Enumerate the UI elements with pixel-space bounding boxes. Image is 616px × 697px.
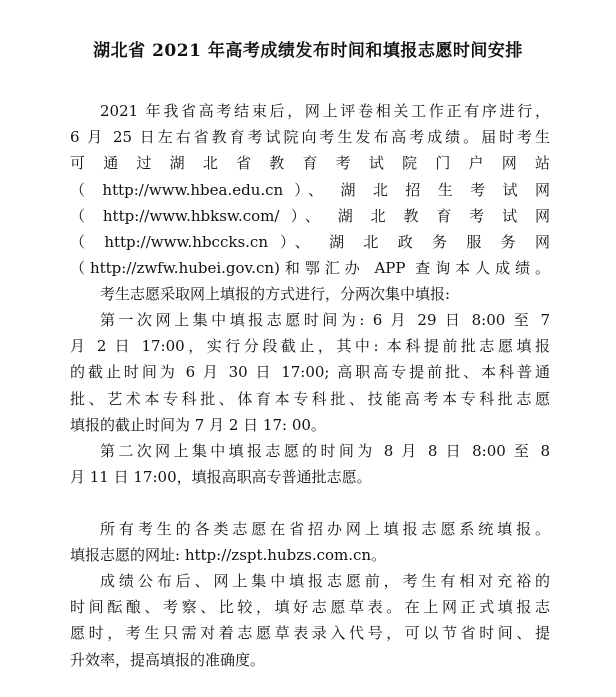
text-line: （http://zwfw.hubei.gov.cn)和鄂汇办 APP 查询本人成绩。 (70, 259, 550, 278)
text-line: 时间酝酿、考察、比较，填好志愿草表。在上网正式填报志 (70, 598, 550, 617)
text-line: 第一次网上集中填报志愿时间为: 6 月 29 日 8:00 至 7 (100, 311, 550, 329)
document-title: 湖北省 2021 年高考成绩发布时间和填报志愿时间安排 (93, 41, 523, 61)
paragraph-score-release (70, 98, 550, 281)
text-line: 可 通 过 湖 北 省 教 育 考 试 院 门 户 网 站 (70, 154, 550, 173)
text-line: 批、艺术本专科批、体育本专科批、技能高考本专科批志愿 (70, 389, 550, 408)
paragraph-first-round (70, 307, 550, 438)
text-line: 6 月 25 日左右省教育考试院向考生发布高考成绩。届时考生 (70, 128, 550, 147)
paragraph-application-method (70, 281, 550, 307)
text-line: 填报志愿的网址: http://zspt.hubzs.com.cn。 (70, 546, 387, 565)
text-line: （ http://www.hbccks.cn ）、 湖 北 政 务 服 务 网 (70, 233, 550, 252)
text-line: （ http://www.hbea.edu.cn ）、 湖 北 招 生 考 试 网 (70, 180, 550, 199)
text-line: 第二次网上集中填报志愿的时间为 8 月 8 日 8:00 至 8 (100, 442, 550, 460)
paragraph-second-round (70, 438, 550, 490)
text-line: 月 11 日 17:00，填报高职高专普通批志愿。 (70, 468, 372, 487)
text-line: 所有考生的各类志愿在省招办网上填报志愿系统填报。 (100, 520, 550, 538)
text-line: （ http://www.hbksw.com/ ）、 湖 北 教 育 考 试 网 (70, 206, 550, 225)
text-line: 的截止时间为 6 月 30 日 17:00; 高职高专提前批、本科普通 (70, 363, 550, 382)
paragraph-draft-advice (70, 568, 550, 673)
text-line: 愿时，考生只需对着志愿草表录入代号，可以节省时间、提 (70, 624, 550, 643)
text-line: 填报的截止时间为 7 月 2 日 17: 00。 (70, 415, 326, 434)
text-line: 考生志愿采取网上填报的方式进行，分两次集中填报: (100, 285, 451, 303)
text-line: 成绩公布后、网上集中填报志愿前，考生有相对充裕的 (100, 572, 550, 590)
text-line: 升效率，提高填报的准确度。 (70, 650, 266, 669)
text-line: 2021 年我省高考结束后，网上评卷相关工作正有序进行， (100, 102, 550, 120)
text-line: 月 2 日 17:00，实行分段截止，其中: 本科提前批志愿填报 (70, 337, 550, 356)
paragraph-application-site (70, 516, 550, 568)
